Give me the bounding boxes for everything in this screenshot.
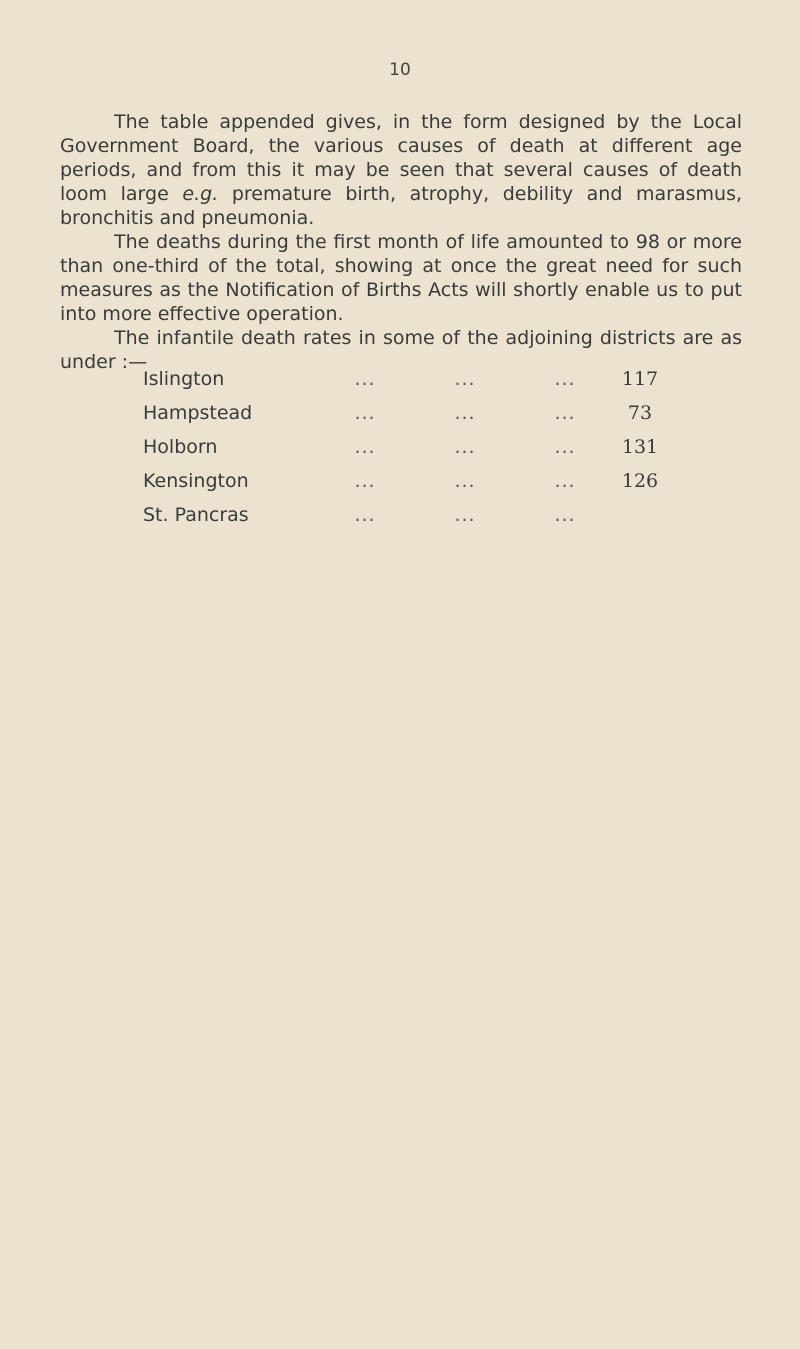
district-rate: 117 bbox=[621, 368, 659, 390]
body-text bbox=[60, 110, 742, 374]
dot-leaders: ... ... ... bbox=[354, 436, 576, 458]
dot-leaders: ... ... ... bbox=[354, 402, 576, 424]
abbreviation-eg: e.g. bbox=[182, 183, 219, 205]
district-row bbox=[143, 402, 703, 436]
district-rate: 131 bbox=[621, 436, 659, 458]
district-name: Kensington bbox=[143, 470, 249, 492]
paragraph-text: The table appended gives, in the form designed by the Local Government Board, the various causes of death at different age periods, and from this it may be seen that several causes of death loom large bbox=[60, 111, 742, 205]
district-row bbox=[143, 368, 703, 402]
district-row bbox=[143, 436, 703, 470]
dot-leaders: ... ... ... bbox=[354, 504, 576, 526]
paragraph-infantile-rates-intro: The infantile death rates in some of the adjoining districts are as under :— bbox=[60, 327, 742, 373]
district-name: Islington bbox=[143, 368, 225, 390]
district-rate: 73 bbox=[627, 402, 653, 424]
district-name: Holborn bbox=[143, 436, 218, 458]
page-number: 10 bbox=[389, 60, 411, 80]
district-rates-list bbox=[143, 368, 703, 538]
district-row bbox=[143, 470, 703, 504]
district-row bbox=[143, 504, 703, 538]
dot-leaders: ... ... ... bbox=[354, 368, 576, 390]
district-rate: 126 bbox=[621, 470, 659, 492]
dot-leaders: ... ... ... bbox=[354, 470, 576, 492]
paragraph-text: premature birth, atrophy, debility and marasmus, bronchitis and pneumonia. bbox=[60, 183, 743, 229]
district-name: Hampstead bbox=[143, 402, 253, 424]
paragraph-first-month-deaths: The deaths during the first month of life amounted to 98 or more than one-third of the total, showing at once the great need for such measures as the Notification of Births Acts will shortly enable us to put into more effective operation. bbox=[60, 231, 742, 325]
paragraph-causes-of-death bbox=[60, 110, 742, 230]
district-name: St. Pancras bbox=[143, 504, 249, 526]
